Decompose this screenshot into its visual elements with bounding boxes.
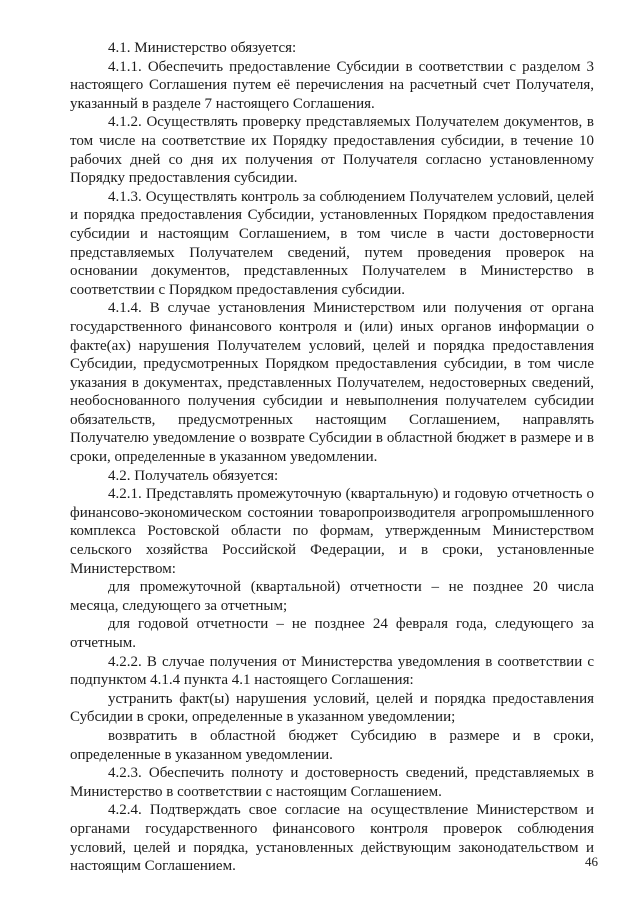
paragraph-4-2-2-return: возвратить в областной бюджет Субсидию в размере и в сроки, определенные в указанном уведомлении. bbox=[70, 727, 594, 763]
paragraph-4-1-4: 4.1.4. В случае установления Министерством или получения от органа государственного финансового контроля и (или) иных органов информации о факте(ах) нарушения Получателем условий, целей и порядка предоставления Субсидии, предусмотренных Порядком предоставления субсидии, в том числе указания в документах, представленных Получателем, недостоверных сведений, необоснованного получения субсидии и невыполнения получателем субсидии обязательств, предусмотренных настоящим Соглашением, направлять Получателю уведомление о возврате Субсидии в областной бюджет в размере и в сроки, определенные в указанном уведомлении. bbox=[70, 300, 594, 466]
paragraph-4-2-1: 4.2.1. Представлять промежуточную (квартальную) и годовую отчетность о финансово-экономическом состоянии товаропроизводителя агропромышленного комплекса Ростовской области по формам, утвержденным Министерством сельского хозяйства Российской Федерации, и в сроки, установленные Министерством: bbox=[70, 486, 594, 577]
paragraph-4-1: 4.1. Министерство обязуется: bbox=[108, 40, 297, 56]
paragraph-4-1-2: 4.1.2. Осуществлять проверку представляемых Получателем документов, в том числе на соответствие их Порядку предоставления субсидии, в течение 10 рабочих дней со дня их получения от Получателя согласно установленному Порядку предоставления субсидии. bbox=[70, 114, 594, 187]
paragraph-4-2-4: 4.2.4. Подтверждать свое согласие на осуществление Министерством и органами государственного финансового контроля проверок соблюдения условий, целей и порядка, установленных действующим законодательством и настоящим Соглашением. bbox=[70, 802, 594, 875]
page-number: 46 bbox=[585, 854, 598, 869]
document-body bbox=[70, 39, 594, 876]
paragraph-4-2-1-annual: для годовой отчетности – не позднее 24 февраля года, следующего за отчетным. bbox=[70, 616, 594, 651]
paragraph-4-2-3: 4.2.3. Обеспечить полноту и достоверность сведений, представляемых в Министерство в соответствии с настоящим Соглашением. bbox=[70, 765, 594, 800]
paragraph-4-1-1: 4.1.1. Обеспечить предоставление Субсидии в соответствии с разделом 3 настоящего Соглашения путем её перечисления на расчетный счет Получателя, указанный в разделе 7 настоящего Соглашения. bbox=[70, 58, 594, 112]
paragraph-4-2-1-quarterly: для промежуточной (квартальной) отчетности – не позднее 20 числа месяца, следующего за отчетным; bbox=[70, 579, 594, 614]
paragraph-4-2-2: 4.2.2. В случае получения от Министерства уведомления в соответствии с подпунктом 4.1.4 пункта 4.1 настоящего Соглашения: bbox=[70, 653, 594, 689]
paragraph-4-2-2-eliminate: устранить факт(ы) нарушения условий, целей и порядка предоставления Субсидии в сроки, определенные в указанном уведомлении; bbox=[70, 690, 594, 726]
paragraph-4-1-3: 4.1.3. Осуществлять контроль за соблюдением Получателем условий, целей и порядка предоставления Субсидии, установленных Порядком предоставления субсидии и настоящим Соглашением, в том числе в части достоверности представляемых Получателем сведений, путем проведения проверок на основании документов, представленных Получателем в Министерство в соответствии с Порядком предоставления субсидии. bbox=[70, 188, 594, 298]
paragraph-4-2: 4.2. Получатель обязуется: bbox=[108, 467, 279, 484]
